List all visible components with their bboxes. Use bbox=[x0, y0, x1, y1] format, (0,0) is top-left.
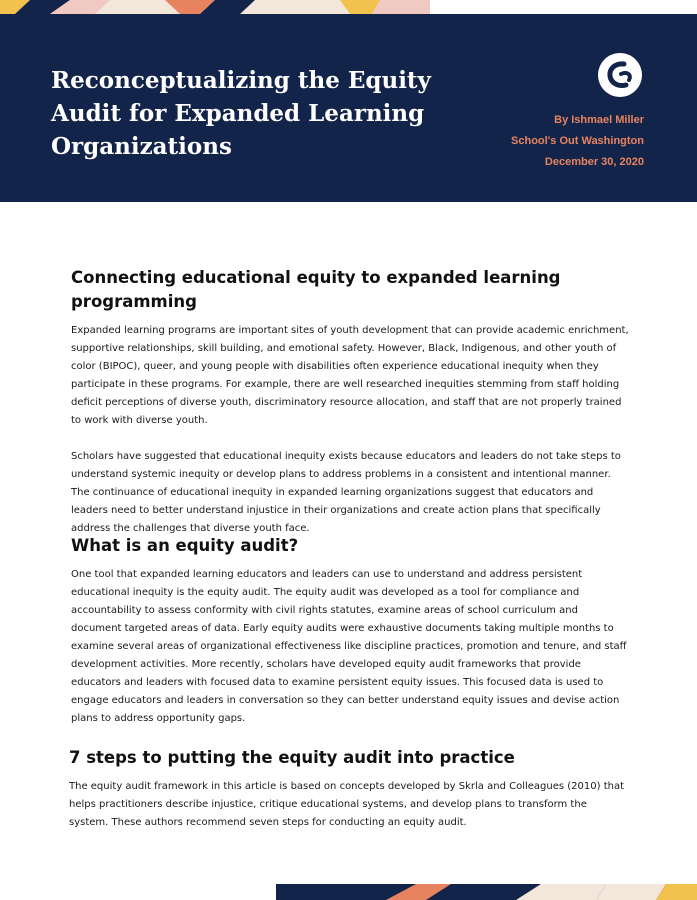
section-what-is-equity-audit bbox=[71, 534, 631, 746]
paragraph: One tool that expanded learning educators and leaders can use to understand and address persistent educational inequity is the equity audit. The equity audit was developed as a tool for compliance and accountability to assess conformity with civil rights statutes, examine areas of school curriculum and document targeted areas of data. Early equity audits were exhaustive documents taking multiple months to examine several areas of organizational effectiveness like discipline practices, promotion and tenure, and staff development activities. More recently, scholars have developed equity audit frameworks that provide educators and leaders with focused data to examine persistent equity issues. This focused data is used to engage educators and leaders in conversation so they can better understand equity issues and devise action plans to address opportunity gaps. bbox=[71, 569, 627, 724]
publication-date: December 30, 2020 bbox=[544, 156, 644, 168]
section-educational-equity bbox=[71, 266, 631, 556]
paragraph: Scholars have suggested that educational inequity exists because educators and leaders do not take steps to understand systemic inequity or develop plans to address problems in a consistent and intentional manner. The continuance of educational inequity in expanded learning organizations suggest that educators and leaders need to better understand injustice in their organizations and create action plans that specifically address the challenges that diverse youth face. bbox=[71, 451, 621, 534]
section-heading: What is an equity audit? bbox=[71, 536, 299, 555]
document-title: Reconceptualizing the Equity Audit for Expanded Learning Organizations bbox=[51, 67, 431, 160]
byline bbox=[511, 110, 644, 173]
organization-name: School's Out Washington bbox=[511, 135, 644, 147]
section-heading: 7 steps to putting the equity audit into practice bbox=[69, 748, 515, 767]
section-heading: Connecting educational equity to expanded learning programming bbox=[71, 268, 561, 311]
sow-logo-icon bbox=[597, 52, 643, 98]
header-banner bbox=[0, 14, 697, 202]
section-seven-steps bbox=[69, 746, 629, 850]
bottom-decorative-pattern bbox=[276, 884, 697, 900]
top-decorative-pattern bbox=[0, 0, 430, 14]
paragraph: Expanded learning programs are important sites of youth development that can provide academic enrichment, supportive relationships, skill building, and emotional safety. However, Black, Indigenous, and other youth of color (BIPOC), queer, and young people with disabilities often experience educational inequity when they participate in these programs. For example, there are well researched inequities stemming from staff holding deficit perceptions of diverse youth, discriminatory resource allocation, and staff that are not properly trained to work with diverse youth. bbox=[71, 325, 629, 426]
author-name: By Ishmael Miller bbox=[554, 114, 644, 126]
paragraph: The equity audit framework in this article is based on concepts developed by Skrla and Colleagues (2010) that helps practitioners describe injustice, critique educational systems, and develop plans to transform the system. These authors recommend seven steps for conducting an equity audit. bbox=[69, 781, 624, 828]
